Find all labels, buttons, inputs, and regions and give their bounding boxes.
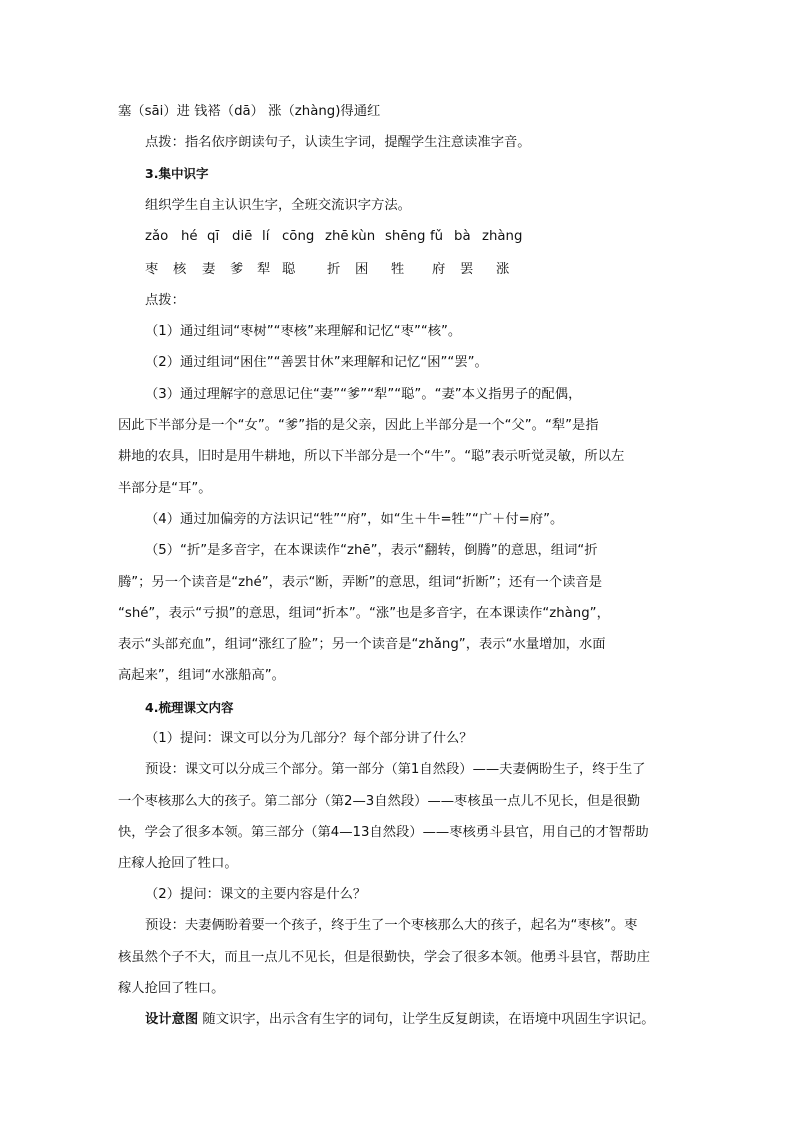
tip-item-5-line-5: 高起来”，组词“水涨船高”。	[118, 668, 285, 683]
tip-item-3-line-3: 耕地的农具，旧时是用牛耕地，所以下半部分是一个“牛”。“聪”表示听觉灵敏，所以左	[118, 449, 625, 464]
question-1: （1）提问：课文可以分为几部分？每个部分讲了什么？	[145, 731, 473, 746]
pinyin-die: diē	[232, 229, 253, 244]
tip-item-5-line-4: 表示“头部充血”，组词“涨红了脸”；另一个读音是“zhǎng”，表示“水量增加，水面	[118, 637, 606, 652]
tip-item-3-line-1: （3）通过理解字的意思记住“妻”“爹”“犁”“聪”。“妻”本义指男子的配偶，	[145, 387, 582, 402]
question-2: （2）提问：课文的主要内容是什么？	[145, 887, 367, 902]
design-intent-label: 设计意图	[145, 1012, 199, 1027]
pinyin-ba: bà	[454, 229, 471, 244]
pinyin-zhang: zhàng	[482, 229, 523, 244]
char-he: 核	[173, 262, 187, 277]
char-sheng: 牲	[391, 262, 405, 277]
char-kun: 困	[355, 262, 369, 277]
answer-2-line-1: 预设：夫妻俩盼着要一个孩子，终于生了一个枣核那么大的孩子，起名为“枣核”。枣	[145, 918, 638, 933]
char-zhang: 涨	[496, 262, 510, 277]
pinyin-sheng: shēng	[385, 229, 426, 244]
tip-item-3-line-2: 因此下半部分是一个“女”。“爹”指的是父亲，因此上半部分是一个“父”。“犁”是指	[118, 418, 599, 433]
tip-item-3-line-4: 半部分是“耳”。	[118, 481, 212, 496]
tip-item-5-line-2: 腾”；另一个读音是“zhé”，表示“断，弄断”的意思，组词“折断”；还有一个读音是	[118, 575, 603, 590]
tip-item-1: （1）通过组词“枣树”“枣核”来理解和记忆“枣”“核”。	[145, 324, 462, 339]
char-li: 犁	[257, 262, 271, 277]
char-fu: 府	[432, 262, 446, 277]
char-qi: 妻	[202, 262, 216, 277]
pinyin-cong: cōng	[282, 229, 315, 244]
tip-item-4: （4）通过加偏旁的方法识记“牲”“府”，如“生＋牛=牲”“广＋付=府”。	[145, 512, 564, 527]
tip-item-2: （2）通过组词“困住”“善罢甘休”来理解和记忆“困”“罢”。	[145, 355, 488, 370]
vocab-line: 塞（sāi）进 钱褡（dā） 涨（zhàng)得通红	[118, 104, 381, 119]
answer-1-line-1: 预设：课文可以分成三个部分。第一部分（第1自然段）——夫妻俩盼生子，终于生了	[145, 762, 646, 777]
pinyin-zhe: zhē	[325, 229, 349, 244]
pinyin-li: lí	[262, 229, 270, 244]
pinyin-qi: qī	[207, 229, 220, 244]
section-heading-4: 4.梳理课文内容	[145, 700, 234, 715]
design-intent-text: 随文识字，出示含有生字的词句，让学生反复朗读，在语境中巩固生字识记。	[198, 1012, 655, 1027]
tip-item-5-line-1: （5）“折”是多音字，在本课读作“zhē”，表示“翻转，倒腾”的意思，组词“折	[145, 543, 598, 558]
design-intent-paragraph	[145, 1010, 655, 1030]
pinyin-fu: fǔ	[430, 229, 444, 244]
tip-item-5-line-3: “shé”，表示“亏损”的意思，组词“折本”。“涨”也是多音字，在本课读作“zhàng”，	[118, 606, 610, 621]
pinyin-zao: zǎo	[145, 229, 169, 244]
char-zhe: 折	[327, 262, 341, 277]
pinyin-he: hé	[181, 229, 198, 244]
char-die: 爹	[230, 262, 244, 277]
answer-2-line-3: 稼人抢回了牲口。	[118, 981, 225, 996]
section-heading-3: 3.集中识字	[145, 166, 209, 181]
char-cong: 聪	[282, 262, 296, 277]
answer-1-line-3: 快，学会了很多本领。第三部分（第4—13自然段）——枣核勇斗县官，用自己的才智帮助	[118, 825, 649, 840]
answer-1-line-2: 一个枣核那么大的孩子。第二部分（第2—3自然段）——枣核虽一点儿不见长，但是很勤	[118, 794, 641, 809]
tip-paragraph: 点拨：指名依序朗读句子，认读生字词，提醒学生注意读准字音。	[145, 135, 531, 150]
instruction-line: 组织学生自主认识生字，全班交流识字方法。	[145, 198, 411, 213]
answer-1-line-4: 庄稼人抢回了牲口。	[118, 856, 238, 871]
char-ba: 罢	[460, 262, 474, 277]
tip-label: 点拨：	[145, 293, 185, 308]
pinyin-kun: kùn	[351, 229, 376, 244]
answer-2-line-2: 核虽然个子不大，而且一点儿不见长，但是很勤快，学会了很多本领。他勇斗县官，帮助庄	[118, 950, 650, 965]
char-zao: 枣	[145, 262, 159, 277]
